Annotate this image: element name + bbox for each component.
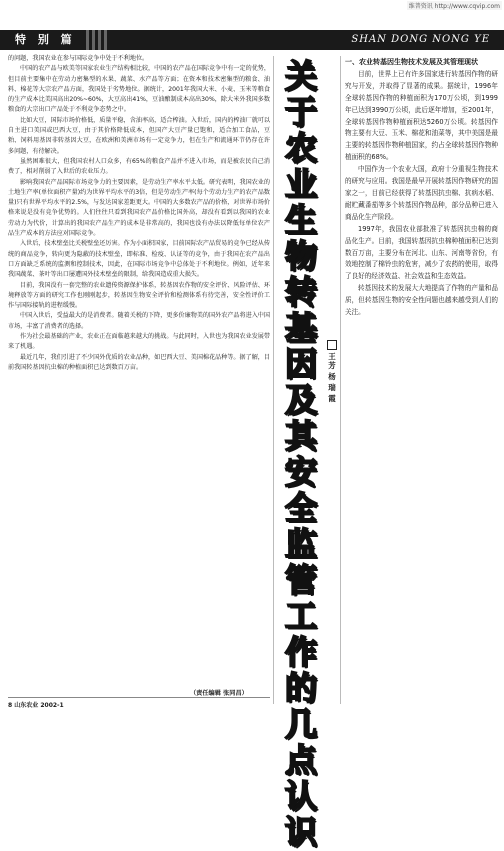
title-char: 业: [284, 165, 317, 203]
title-char: 认: [284, 777, 317, 815]
body-paragraph: 最近几年，我们引进了不少国外优质的农业品种，如巴西大豆、美国棉花品种等。据了解，目前我国转基因抗虫棉的种植面积已达到数百万亩。: [8, 353, 270, 371]
body-paragraph: 1997年，我国农业部批准了转基因抗虫棉的商品化生产。目前，我国转基因抗虫棉种植面积已达到数百万亩，主要分布在河北、山东、河南等省份，有效地控制了棉铃虫的危害，减少了农药的使用，取得了良好的经济效益、社会效益和生态效益。: [345, 224, 498, 281]
section-heading: 一、农业转基因生物技术发展及其管理现状: [345, 58, 478, 66]
title-char: 识: [284, 813, 317, 851]
footer-rule: [8, 697, 270, 698]
author-box-icon: [327, 340, 337, 350]
title-char: 及: [284, 381, 317, 419]
author-byline: [326, 340, 338, 362]
body-paragraph: 中国的农产品与欧美等国家农业生产结构相比较，中国的农产品在国际竞争中有一定的优势，但目前主要集中在劳动力密集型的水果、蔬菜、水产品等方面；在资本和技术密集型的粮食、油料、棉花等大宗农产品方面，我国处于劣势地位。据统计，2001年我国大米、小麦、玉米等粮食的生产成本比美国高出20%~60%，大豆高出41%，豆油酿制成本高出30%，除大米外我国多数粮食的大宗出口产品处于不利竞争态势之中。: [8, 65, 270, 114]
body-paragraph: 目前，世界上已有许多国家进行转基因作物的研究与开发，并取得了显著的成果。据统计，1996年全球转基因作物的种植面积为170万公顷，到1999年已达到3990万公顷，此后逐年增加，至2001年，全球转基因作物种植面积达5260万公顷。转基因作物主要有大豆、玉米、棉花和油菜等，其中美国是最主要的转基因作物种植国家，约占全球转基因作物种植面积的68%。: [345, 69, 498, 162]
title-char: 管: [284, 561, 317, 599]
body-paragraph: 影响我国农产品国际市场竞争力的主要因素，是劳动生产率水平太低。研究表明，我国农业的土地生产率(单位面积产量)约为世界平均水平的3倍，但是劳动生产率(每个劳动力生产的农产品数量)只有世界平均水平的2.5%，与发达国家差距更大。中国的大多数农产品的价格，对世界市场价格来说是没有竞争优势的。人们往往只看到我国农产品价格比国外高，却没有看到以我国的农业劳动力为代价，计算出的我国农产品生产的成本是非常高的，我国也没有办法以降低每单位农产品生产成本的方法应对国际竞争。: [8, 178, 270, 238]
title-char: 作: [284, 633, 317, 671]
title-char: 点: [284, 741, 317, 779]
column-divider: [273, 56, 274, 704]
title-char: 生: [284, 201, 317, 239]
body-paragraph: 中国作为一个农业大国，政府十分重视生物技术的研究与应用。我国是最早开展转基因作物研究的国家之一，目前已经获得了转基因抗虫棉、抗病水稻、耐贮藏番茄等多个转基因作物品种，部分品种已进入商品化生产阶段。: [345, 165, 498, 221]
body-paragraph: 目前，我国没有一套完整的农业遗传资源保护体系，转基因农作物的安全评价、风险评估、环境释放等方面的研究工作也刚刚起步，转基因生物安全评价和检测体系有待完善，安全性评价工作与国际接轨的进程缓慢。: [8, 281, 270, 310]
body-paragraph: 比如大豆，国际市场价格低，质量平稳，含油率高，适合榨油。入世后，国内的榨油厂就可以自主进口美国或巴西大豆，由于其价格降低成本，但国产大豆产量已饱和，适合加工食品，豆粕、饲料用基因非转基因大豆，在欧洲和美洲市场有一定竞争力，但在生产和流通环节仍存在许多问题，有待解决。: [8, 116, 270, 155]
title-char: 几: [284, 705, 317, 743]
page-footer: 8 山东农业 2002-1: [8, 702, 64, 709]
title-char: 安: [284, 453, 317, 491]
section-tab: [7, 30, 84, 50]
title-char: 于: [284, 93, 317, 131]
body-paragraph: 入世后，技术壁垒比关税壁垒还厉害。作为小面积国家，目前国际农产品贸易的竞争已经从传统的商品竞争，转向更为隐蔽的技术壁垒，即标准、检疫、认证等的竞争，由于我国在农产品出口方面缺乏系统的监测和控制技术，因此，在国际市场竞争中总体处于不利地位。例如，近年来我国蔬菜、茶叶等出口屡遭国外技术壁垒的限制，给我国造成重大损失。: [8, 240, 270, 279]
body-paragraph: 作为社会最基础的产业，农业正在面临越来越大的挑战。与此同时，入世也为我国农业发展带来了机遇。: [8, 333, 270, 351]
title-char: 因: [284, 345, 317, 383]
title-char: 工: [284, 597, 317, 635]
author-names: 芳 杨瑞霞: [328, 361, 336, 403]
article-title: [277, 57, 325, 851]
body-paragraph: 的问题，我国农业在参与国际竞争中处于不利地位。: [8, 55, 149, 62]
title-char: 全: [284, 489, 317, 527]
column-divider: [340, 56, 341, 704]
watermark: 维普资讯 http://www.cqvip.com: [408, 3, 500, 10]
title-char: 基: [284, 309, 317, 347]
section-label: 特 别 篇: [15, 33, 76, 46]
author-surname: 王: [328, 352, 336, 361]
title-char: 农: [284, 129, 317, 167]
right-body-column: [345, 57, 498, 319]
header-stripes-decoration: [86, 30, 110, 50]
title-char: 其: [284, 417, 317, 455]
title-char: 物: [284, 237, 317, 275]
title-char: 转: [284, 273, 317, 311]
responsible-editor: （责任编辑 张同昌）: [190, 690, 248, 697]
title-char: 的: [284, 669, 317, 707]
body-paragraph: 中国入世后，受益最大的是消费者。随着关税的下降，更多价廉物美的国外农产品将进入中国市场，丰富了消费者的选择。: [8, 312, 270, 330]
left-body-column: [8, 54, 270, 373]
body-paragraph: 转基因技术的发展大大地提高了作物的产量和品质，但转基因生物的安全性问题也越来越受到人们的关注。: [345, 284, 498, 317]
body-paragraph: 虽然困难很大，但我国农村人口众多，有65%的粮食产品并不进入市场，而是被农民自己消费了，相对削弱了入世后的农业压力。: [8, 157, 270, 176]
magazine-pinyin: SHAN DONG NONG YE: [351, 34, 490, 45]
title-char: 关: [284, 57, 317, 95]
title-char: 监: [284, 525, 317, 563]
